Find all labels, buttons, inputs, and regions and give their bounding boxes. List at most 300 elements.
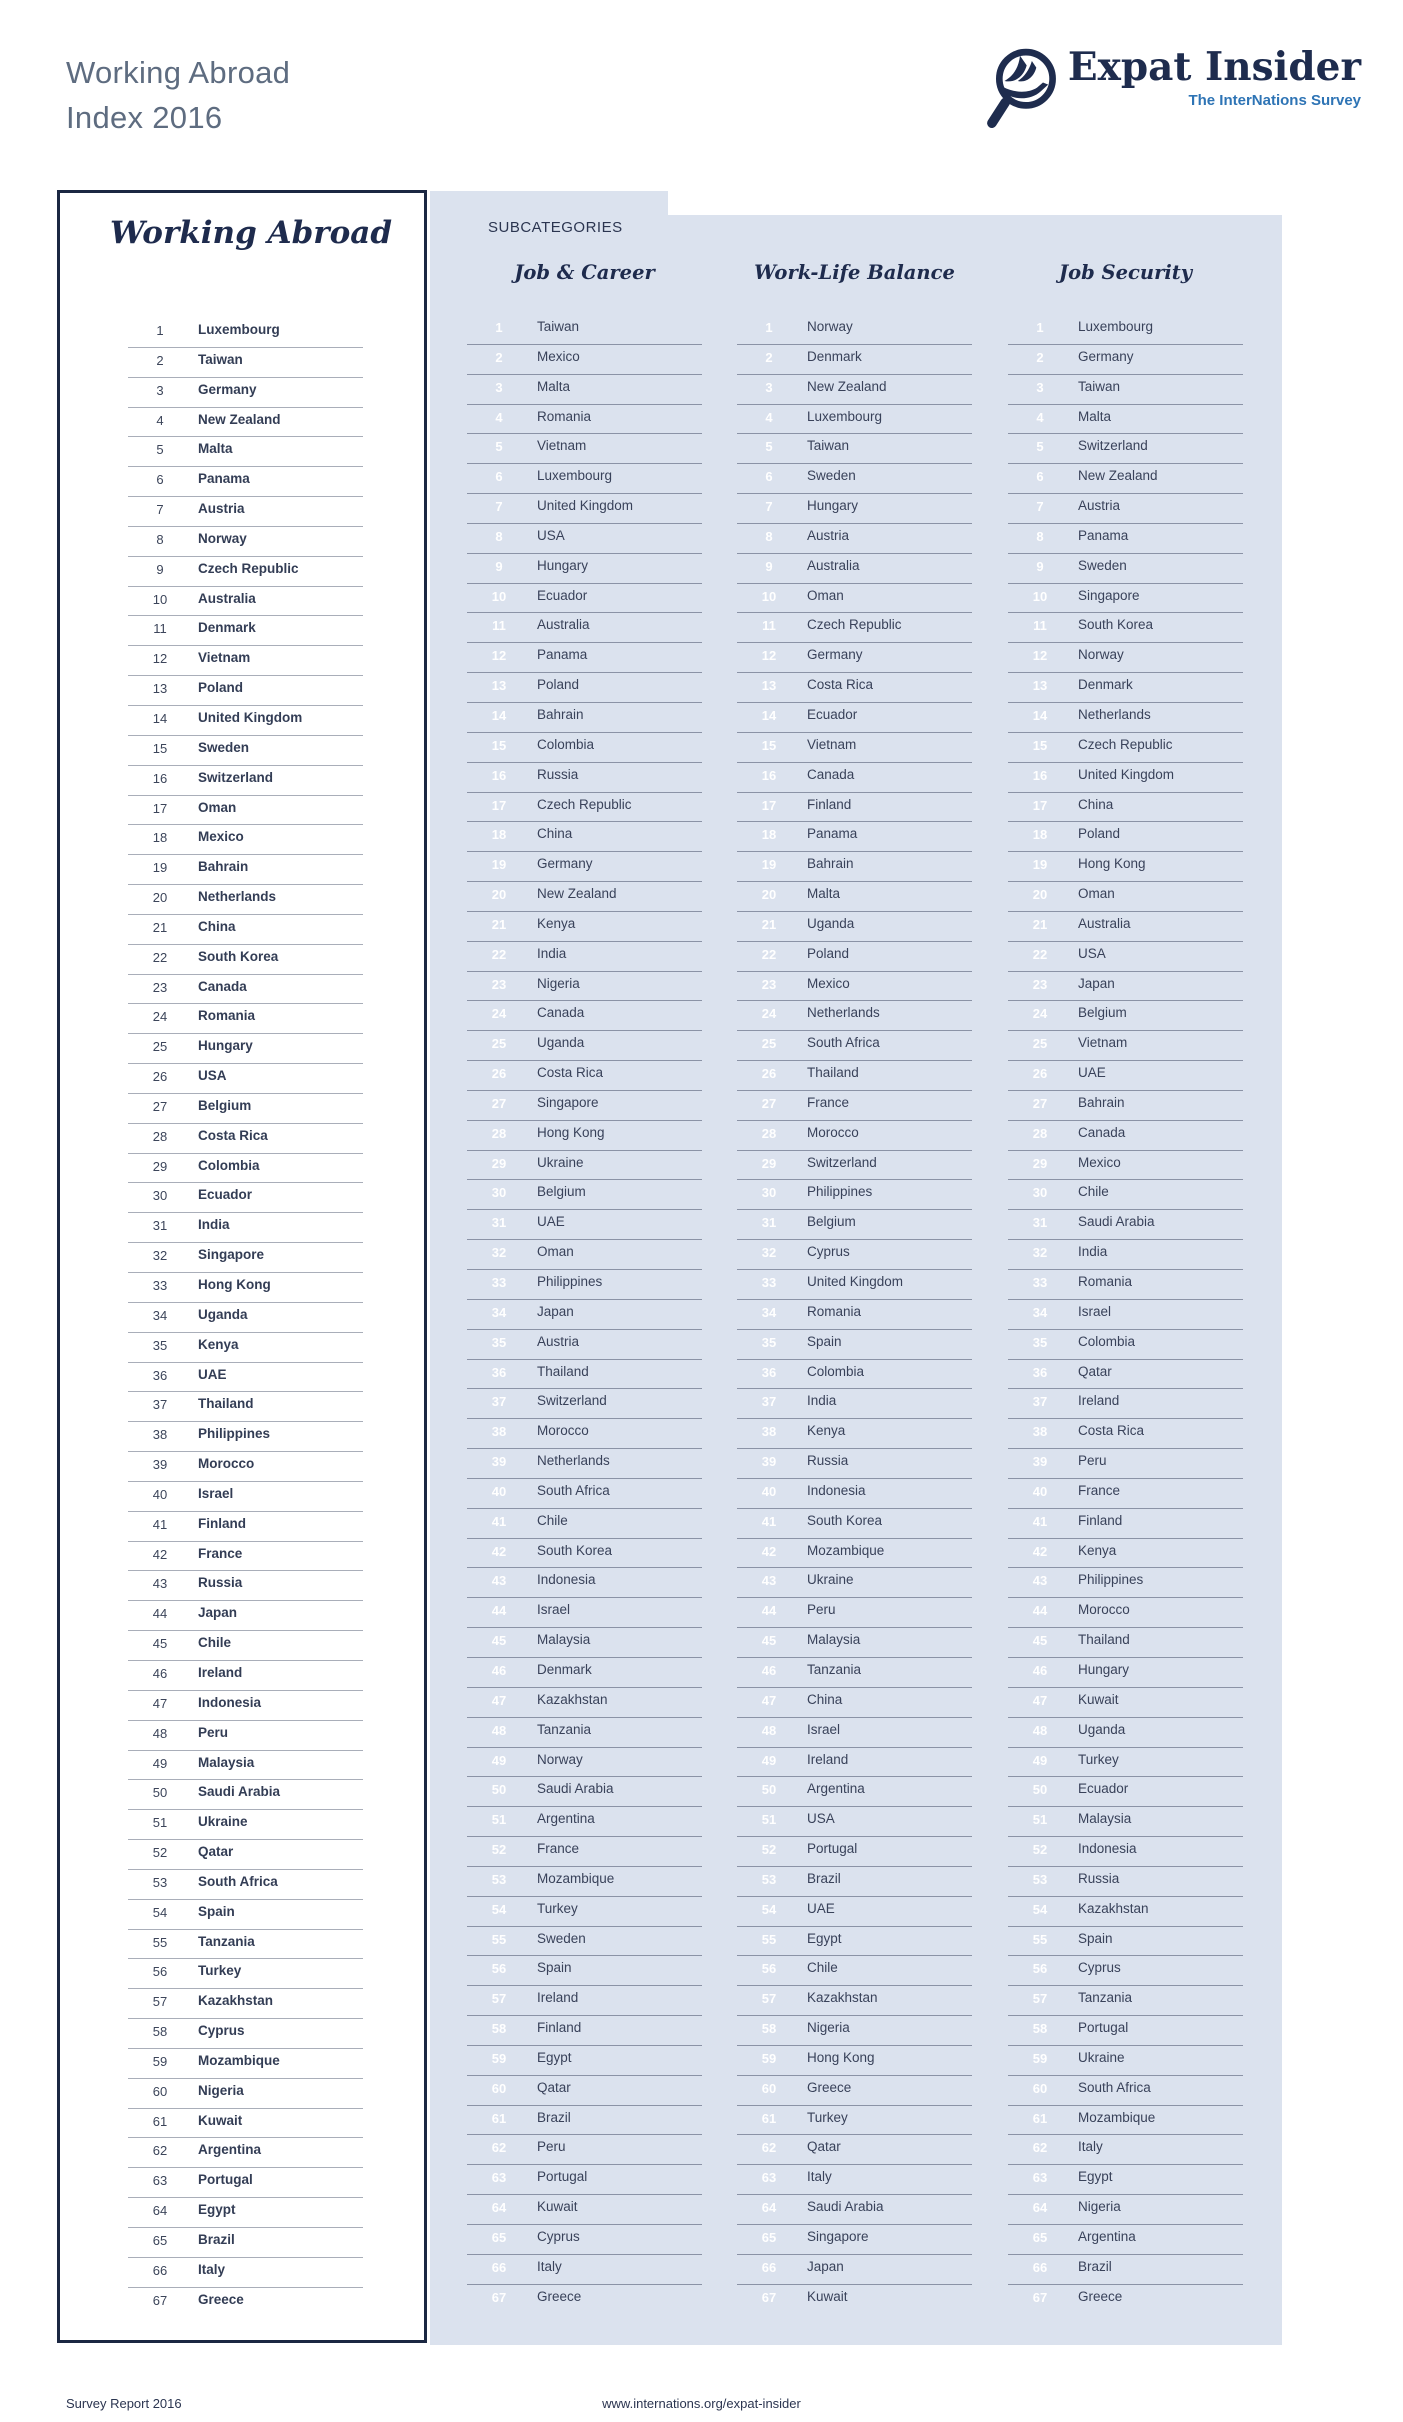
country-name: Ecuador [537, 587, 588, 603]
expat-insider-logo [986, 44, 1361, 132]
ranking-row [1008, 1240, 1243, 1270]
rank-number: 13 [152, 681, 168, 697]
rank-number: 32 [1032, 1245, 1048, 1261]
ranking-row [128, 1273, 363, 1303]
ranking-row [128, 1333, 363, 1363]
rank-number: 5 [156, 442, 164, 458]
ranking-row [737, 1389, 972, 1419]
ranking-row [1008, 613, 1243, 643]
ranking-row [467, 375, 702, 405]
ranking-row [1008, 2046, 1243, 2076]
rank-number: 62 [761, 2140, 777, 2156]
rank-number: 17 [491, 797, 507, 813]
ranking-row [467, 1001, 702, 1031]
ranking-row [1008, 315, 1243, 345]
country-name: Czech Republic [198, 560, 299, 576]
country-name: Finland [198, 1515, 246, 1531]
ranking-row [128, 437, 363, 467]
country-name: Romania [198, 1008, 256, 1024]
rank-number: 52 [491, 1842, 507, 1858]
ranking-row [128, 796, 363, 826]
ranking-row [467, 613, 702, 643]
country-name: Morocco [537, 1423, 589, 1439]
ranking-row [1008, 584, 1243, 614]
country-name: India [807, 1393, 837, 1409]
country-name: Kazakhstan [537, 1691, 608, 1707]
ranking-row [467, 1330, 702, 1360]
country-name: Taiwan [198, 351, 243, 367]
rank-number: 36 [152, 1367, 168, 1383]
country-name: Vietnam [1078, 1035, 1128, 1051]
ranking-row [737, 1479, 972, 1509]
rank-number: 27 [491, 1095, 507, 1111]
ranking-row [737, 1151, 972, 1181]
rank-number: 37 [761, 1394, 777, 1410]
ranking-row [737, 643, 972, 673]
ranking-row [737, 1061, 972, 1091]
ranking-row [467, 703, 702, 733]
country-name: Italy [198, 2261, 226, 2277]
rank-number: 2 [495, 349, 503, 365]
rank-number: 65 [491, 2230, 507, 2245]
country-name: Mozambique [537, 1870, 615, 1886]
country-name: Chile [537, 1512, 568, 1528]
country-name: Denmark [1078, 677, 1133, 693]
ranking-row [467, 554, 702, 584]
rank-number: 10 [152, 591, 168, 607]
country-name: Malta [537, 378, 571, 394]
ranking-row [737, 315, 972, 345]
ranking-row [737, 1240, 972, 1270]
ranking-row [128, 348, 363, 378]
rank-number: 20 [761, 887, 777, 903]
ranking-row [737, 1330, 972, 1360]
ranking-row [1008, 1897, 1243, 1927]
rank-number: 34 [152, 1307, 168, 1323]
rank-number: 26 [761, 1066, 777, 1082]
ranking-row [1008, 1568, 1243, 1598]
country-name: Panama [1078, 527, 1129, 543]
country-name: Portugal [198, 2172, 253, 2188]
country-name: Sweden [198, 739, 250, 755]
rank-number: 20 [491, 887, 507, 903]
ranking-row [737, 405, 972, 435]
country-name: France [537, 1841, 580, 1857]
country-name: South Africa [1078, 2079, 1151, 2095]
ranking-row [737, 2016, 972, 2046]
country-name: Cyprus [198, 2023, 245, 2039]
country-name: Russia [537, 766, 579, 782]
rank-number: 66 [1032, 2259, 1048, 2275]
rank-number: 55 [152, 1934, 168, 1950]
country-name: Morocco [1078, 1602, 1130, 1618]
rank-number: 9 [156, 561, 164, 577]
ranking-row [128, 1124, 363, 1154]
rank-number: 14 [761, 707, 777, 723]
ranking-row [1008, 793, 1243, 823]
ranking-row [467, 2255, 702, 2285]
country-name: Brazil [537, 2109, 571, 2125]
ranking-row [128, 1810, 363, 1840]
subcategory-title: Job & Career [514, 261, 655, 284]
ranking-row [128, 1422, 363, 1452]
country-name: United Kingdom [198, 709, 303, 725]
ranking-row [128, 1542, 363, 1572]
rank-number: 21 [152, 919, 168, 935]
country-name: Ukraine [537, 1154, 584, 1170]
rank-number: 45 [761, 1633, 777, 1649]
country-name: UAE [1078, 1065, 1106, 1081]
ranking-row [1008, 524, 1243, 554]
country-name: Qatar [807, 2139, 841, 2155]
ranking-row [1008, 1479, 1243, 1509]
ranking-row [1008, 852, 1243, 882]
rank-number: 15 [1032, 737, 1048, 753]
country-name: Norway [1078, 647, 1124, 663]
rank-number: 17 [1032, 797, 1048, 813]
rank-number: 24 [491, 1006, 507, 1022]
country-name: New Zealand [198, 411, 281, 427]
subcategory-column-job-career [467, 215, 702, 2345]
ranking-row [737, 1688, 972, 1718]
country-name: Vietnam [198, 650, 251, 666]
ranking-row [128, 1751, 363, 1781]
rank-number: 59 [1032, 2050, 1048, 2066]
rank-number: 33 [1032, 1275, 1048, 1290]
ranking-row [737, 1360, 972, 1390]
ranking-row [467, 2046, 702, 2076]
ranking-row [1008, 1867, 1243, 1897]
work-life-balance-ranking-list [737, 315, 972, 2315]
rank-number: 4 [1036, 409, 1044, 425]
ranking-row [467, 2165, 702, 2195]
country-name: Kenya [198, 1336, 239, 1352]
rank-number: 63 [1032, 2170, 1048, 2186]
rank-number: 7 [1036, 499, 1044, 515]
rank-number: 24 [152, 1009, 168, 1025]
ranking-row [737, 1927, 972, 1957]
ranking-row [1008, 882, 1243, 912]
rank-number: 22 [1032, 946, 1048, 962]
rank-number: 11 [1033, 618, 1047, 634]
rank-number: 35 [491, 1334, 507, 1350]
rank-number: 13 [761, 678, 777, 694]
rank-number: 55 [761, 1931, 777, 1947]
rank-number: 36 [491, 1364, 507, 1380]
rank-number: 30 [1032, 1185, 1048, 1201]
ranking-row [128, 766, 363, 796]
country-name: Kazakhstan [198, 1993, 274, 2009]
country-name: Turkey [537, 1900, 578, 1916]
country-name: South Korea [198, 948, 279, 964]
country-name: Japan [807, 2258, 844, 2274]
country-name: Uganda [198, 1306, 248, 1322]
rank-number: 2 [1036, 349, 1044, 365]
rank-number: 58 [761, 2021, 777, 2037]
ranking-row [1008, 1777, 1243, 1807]
country-name: Hong Kong [1078, 856, 1146, 872]
ranking-row [128, 1601, 363, 1631]
rank-number: 65 [1032, 2230, 1048, 2245]
country-name: Denmark [807, 348, 862, 364]
country-name: Poland [1078, 826, 1121, 842]
ranking-row [467, 733, 702, 763]
country-name: UAE [198, 1366, 227, 1382]
ranking-row [1008, 1598, 1243, 1628]
ranking-row [1008, 1628, 1243, 1658]
rank-number: 19 [152, 860, 168, 876]
page-title-line1: Working Abroad [66, 55, 291, 90]
ranking-row [737, 882, 972, 912]
ranking-row [467, 673, 702, 703]
ranking-row [737, 1210, 972, 1240]
country-name: Egypt [198, 2202, 236, 2218]
rank-number: 10 [1032, 588, 1048, 604]
ranking-row [128, 1094, 363, 1124]
ranking-row [467, 2225, 702, 2255]
rank-number: 40 [1032, 1483, 1048, 1499]
country-name: Netherlands [807, 1005, 880, 1021]
country-name: Hungary [807, 498, 859, 514]
ranking-row [128, 1631, 363, 1661]
ranking-row [467, 1867, 702, 1897]
rank-number: 7 [156, 502, 164, 518]
country-name: Mozambique [1078, 2109, 1156, 2125]
rank-number: 49 [1032, 1752, 1048, 1768]
ranking-row [1008, 1121, 1243, 1151]
ranking-row [737, 1180, 972, 1210]
rank-number: 34 [1032, 1304, 1048, 1320]
rank-number: 66 [152, 2262, 168, 2278]
country-name: Canada [198, 978, 247, 994]
rank-number: 30 [761, 1185, 777, 1201]
rank-number: 55 [491, 1931, 507, 1947]
country-name: Turkey [807, 2109, 848, 2125]
ranking-row [1008, 912, 1243, 942]
country-name: Israel [807, 1721, 841, 1737]
rank-number: 64 [491, 2200, 507, 2216]
rank-number: 48 [491, 1722, 507, 1738]
country-name: Poland [807, 945, 850, 961]
country-name: Ireland [198, 1664, 243, 1680]
country-name: Spain [537, 1960, 572, 1976]
country-name: Kenya [537, 915, 576, 931]
country-name: South Africa [807, 1035, 880, 1051]
country-name: Saudi Arabia [198, 1784, 281, 1800]
ranking-row [1008, 375, 1243, 405]
country-name: Qatar [537, 2079, 571, 2095]
ranking-row [1008, 1210, 1243, 1240]
ranking-row [737, 972, 972, 1002]
ranking-row [467, 1479, 702, 1509]
country-name: Czech Republic [1078, 736, 1173, 752]
rank-number: 21 [1032, 916, 1048, 932]
country-name: Chile [1078, 1184, 1109, 1200]
rank-number: 58 [491, 2021, 507, 2037]
country-name: Ukraine [1078, 2049, 1125, 2065]
rank-number: 56 [1032, 1961, 1048, 1977]
country-name: Saudi Arabia [1078, 1214, 1155, 1230]
ranking-row [1008, 1061, 1243, 1091]
ranking-row [128, 1780, 363, 1810]
ranking-row [737, 494, 972, 524]
country-name: Sweden [1078, 557, 1127, 573]
ranking-row [128, 1064, 363, 1094]
rank-number: 62 [1032, 2140, 1048, 2156]
country-name: Brazil [198, 2232, 235, 2247]
country-name: Taiwan [537, 319, 580, 334]
rank-number: 56 [152, 1964, 168, 1980]
ranking-row [1008, 2225, 1243, 2255]
country-name: France [198, 1545, 243, 1561]
ranking-row [1008, 1031, 1243, 1061]
country-name: France [1078, 1482, 1121, 1498]
ranking-row [467, 2135, 702, 2165]
country-name: Cyprus [807, 1244, 850, 1260]
rank-number: 12 [761, 648, 777, 664]
ranking-row [1008, 1419, 1243, 1449]
rank-number: 29 [761, 1155, 777, 1171]
rank-number: 3 [156, 382, 164, 398]
country-name: Romania [807, 1303, 862, 1319]
country-name: Oman [807, 587, 844, 603]
rank-number: 1 [495, 320, 503, 335]
country-name: Mozambique [807, 1542, 885, 1558]
country-name: Indonesia [537, 1572, 596, 1588]
ranking-row [737, 1539, 972, 1569]
ranking-row [1008, 1718, 1243, 1748]
ranking-row [737, 1628, 972, 1658]
ranking-row [128, 1661, 363, 1691]
country-name: Hungary [1078, 1661, 1130, 1677]
ranking-row [467, 1121, 702, 1151]
country-name: USA [807, 1811, 835, 1827]
rank-number: 44 [152, 1606, 168, 1622]
rank-number: 10 [491, 588, 507, 604]
country-name: Singapore [1078, 587, 1140, 603]
ranking-row [737, 1837, 972, 1867]
rank-number: 53 [1032, 1871, 1048, 1887]
rank-number: 18 [152, 830, 168, 846]
working-abroad-ranking-list [128, 318, 363, 2318]
rank-number: 37 [491, 1394, 507, 1410]
page-title [66, 50, 290, 140]
rank-number: 6 [1036, 469, 1044, 485]
ranking-row [467, 2016, 702, 2046]
rank-number: 14 [491, 707, 507, 723]
ranking-row [737, 852, 972, 882]
rank-number: 8 [156, 531, 164, 547]
country-name: New Zealand [537, 886, 617, 902]
ranking-row [128, 2019, 363, 2049]
country-name: Kenya [807, 1423, 846, 1439]
ranking-row [1008, 733, 1243, 763]
rank-number: 40 [152, 1486, 168, 1502]
rank-number: 47 [1032, 1692, 1048, 1708]
country-name: Cyprus [1078, 1960, 1121, 1976]
rank-number: 5 [1036, 439, 1044, 455]
rank-number: 62 [152, 2143, 168, 2159]
rank-number: 27 [152, 1098, 168, 1114]
ranking-row [1008, 673, 1243, 703]
ranking-row [467, 1419, 702, 1449]
rank-number: 50 [761, 1782, 777, 1798]
rank-number: 45 [152, 1636, 168, 1652]
ranking-row [737, 1777, 972, 1807]
country-name: USA [537, 527, 565, 543]
rank-number: 14 [152, 710, 168, 726]
logo-name: Expat Insider [1067, 44, 1361, 90]
country-name: Romania [537, 408, 592, 424]
rank-number: 34 [761, 1304, 777, 1320]
country-name: Saudi Arabia [807, 2199, 884, 2215]
country-name: Israel [198, 1485, 234, 1501]
country-name: Netherlands [198, 889, 277, 905]
country-name: Russia [807, 1453, 849, 1469]
country-name: Czech Republic [807, 617, 902, 633]
country-name: Italy [1078, 2139, 1103, 2155]
rank-number: 49 [761, 1752, 777, 1768]
ranking-row [467, 1956, 702, 1986]
country-name: Egypt [807, 1930, 842, 1946]
country-name: Norway [807, 319, 853, 334]
ranking-row [128, 825, 363, 855]
ranking-row [128, 1959, 363, 1989]
ranking-row [1008, 2016, 1243, 2046]
country-name: Mexico [807, 975, 850, 991]
ranking-row [467, 1598, 702, 1628]
ranking-row [467, 405, 702, 435]
ranking-row [1008, 1151, 1243, 1181]
rank-number: 56 [761, 1961, 777, 1977]
ranking-row [128, 587, 363, 617]
ranking-row [128, 1183, 363, 1213]
country-name: Mexico [1078, 1154, 1121, 1170]
rank-number: 51 [152, 1815, 168, 1831]
ranking-row [467, 1449, 702, 1479]
country-name: Oman [198, 799, 237, 815]
rank-number: 55 [1032, 1931, 1048, 1947]
rank-number: 20 [1032, 887, 1048, 903]
rank-number: 64 [761, 2200, 777, 2216]
country-name: Switzerland [1078, 438, 1148, 454]
subcategory-title: Job Security [1058, 261, 1193, 284]
ranking-row [737, 613, 972, 643]
country-name: Mozambique [198, 2052, 280, 2068]
ranking-row [128, 2258, 363, 2288]
subcategories-label: SUBCATEGORIES [488, 219, 623, 236]
ranking-row [737, 1986, 972, 2016]
country-name: Uganda [807, 915, 855, 931]
ranking-row [737, 1807, 972, 1837]
rank-number: 53 [152, 1874, 168, 1890]
job-career-ranking-list [467, 315, 702, 2315]
rank-number: 12 [491, 648, 507, 664]
ranking-row [467, 643, 702, 673]
country-name: Turkey [1078, 1751, 1119, 1767]
rank-number: 58 [1032, 2021, 1048, 2037]
rank-number: 15 [152, 740, 168, 756]
rank-number: 54 [152, 1904, 168, 1920]
country-name: Singapore [807, 2229, 869, 2244]
ranking-row [467, 1807, 702, 1837]
rank-number: 67 [1032, 2289, 1048, 2305]
working-abroad-title: Working Abroad [110, 215, 393, 251]
ranking-row [128, 646, 363, 676]
rank-number: 54 [491, 1901, 507, 1917]
ranking-row [1008, 643, 1243, 673]
country-name: Costa Rica [1078, 1423, 1145, 1439]
